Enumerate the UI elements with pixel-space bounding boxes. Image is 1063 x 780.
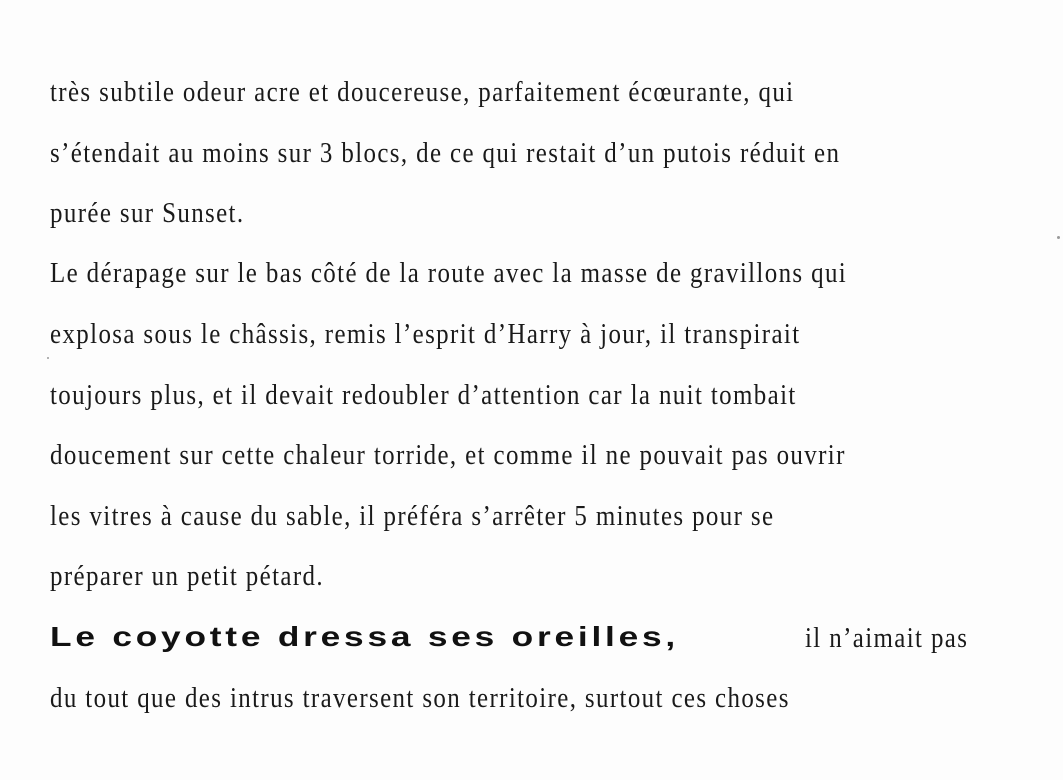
text-line-8: les vitres à cause du sable, il préféra s’arrêter 5 minutes pour se (50, 500, 775, 532)
text-line-4: Le dérapage sur le bas côté de la route avec la masse de gravillons qui (50, 257, 848, 289)
text-line-7: doucement sur cette chaleur torride, et comme il ne pouvait pas ouvrir (50, 439, 846, 471)
scan-speck (1057, 236, 1060, 239)
text-line-9: préparer un petit pétard. (50, 560, 324, 592)
scan-speck (47, 357, 49, 359)
emphasis-line (50, 621, 969, 654)
text-line-11: du tout que des intrus traversent son territoire, surtout ces choses (50, 682, 790, 714)
text-line-5: explosa sous le châssis, remis l’esprit d’Harry à jour, il transpirait (50, 318, 801, 350)
text-line-1: très subtile odeur acre et doucereuse, parfaitement écœurante, qui (50, 76, 795, 108)
text-line-6: toujours plus, et il devait redoubler d’attention car la nuit tombait (50, 379, 797, 411)
text-line-3: purée sur Sunset. (50, 197, 245, 229)
bold-lead-text: Le coyotte dressa ses oreilles, (50, 621, 680, 652)
emphasis-rest-text: il n’aimait pas (805, 622, 969, 654)
text-line-2: s’étendait au moins sur 3 blocs, de ce qui restait d’un putois réduit en (50, 137, 841, 169)
